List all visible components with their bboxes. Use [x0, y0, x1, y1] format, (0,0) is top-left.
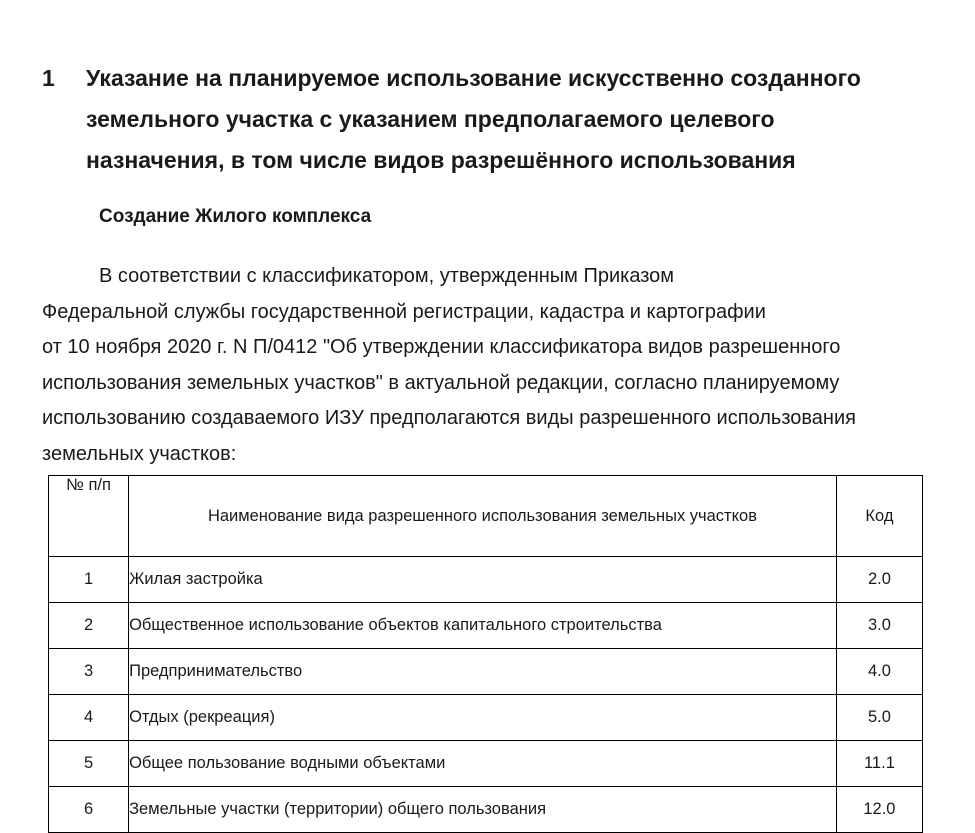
row-num: 4: [49, 695, 129, 741]
row-name: Предпринимательство: [129, 649, 837, 695]
section-title-line: Указание на планируемое использование искусственно созданного: [86, 65, 861, 91]
section-number: 1: [42, 65, 55, 91]
permitted-use-table: [48, 475, 923, 833]
row-num: 1: [49, 557, 129, 603]
body-paragraph: [42, 259, 952, 473]
section-title-line: земельного участка с указанием предполагаемого целевого: [86, 106, 775, 132]
row-num: 2: [49, 603, 129, 649]
paragraph-line: использованию создаваемого ИЗУ предполагаются виды разрешенного использования: [42, 407, 856, 430]
subheading: Создание Жилого комплекса: [99, 206, 372, 227]
header-name: Наименование вида разрешенного использования земельных участков: [129, 476, 837, 557]
table-row: [49, 557, 923, 603]
paragraph-line: Федеральной службы государственной регистрации, кадастра и картографии: [42, 300, 766, 323]
row-code: 5.0: [836, 695, 922, 741]
row-name: Общественное использование объектов капитального строительства: [129, 603, 837, 649]
row-code: 12.0: [836, 787, 922, 833]
paragraph-line: от 10 ноября 2020 г. N П/0412 "Об утверждении классификатора видов разрешенного: [42, 336, 841, 359]
section-title-line: назначения, в том числе видов разрешённого использования: [86, 147, 796, 173]
row-num: 5: [49, 741, 129, 787]
row-code: 3.0: [836, 603, 922, 649]
table-row: [49, 649, 923, 695]
row-num: 3: [49, 649, 129, 695]
table-row: [49, 787, 923, 833]
paragraph-line: земельных участков:: [42, 442, 237, 465]
row-name: Отдых (рекреация): [129, 695, 837, 741]
row-code: 2.0: [836, 557, 922, 603]
header-num: № п/п: [49, 476, 129, 557]
paragraph-line: В соответствии с классификатором, утвержденным Приказом: [99, 265, 675, 287]
row-code: 4.0: [836, 649, 922, 695]
row-name: Жилая застройка: [129, 557, 837, 603]
row-num: 6: [49, 787, 129, 833]
paragraph-line: использования земельных участков" в актуальной редакции, согласно планируемому: [42, 371, 840, 394]
row-name: Земельные участки (территории) общего пользования: [129, 787, 837, 833]
table-header-row: [49, 476, 923, 557]
header-code: Код: [836, 476, 922, 557]
row-code: 11.1: [836, 741, 922, 787]
section-heading: [42, 58, 942, 181]
table-row: [49, 695, 923, 741]
table-row: [49, 603, 923, 649]
section-title: [86, 58, 942, 181]
table-row: [49, 741, 923, 787]
row-name: Общее пользование водными объектами: [129, 741, 837, 787]
